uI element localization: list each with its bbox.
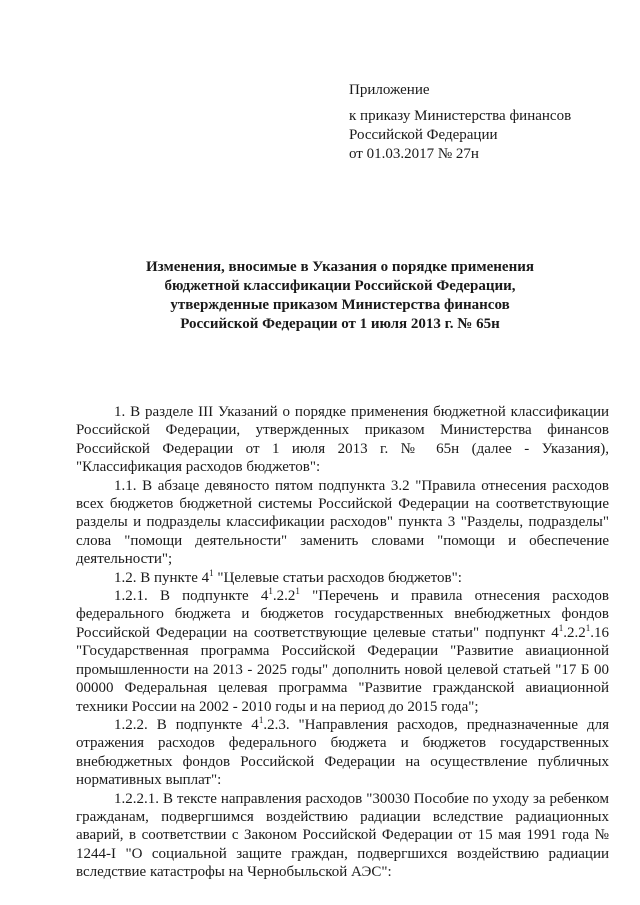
superscript: 1 [585,622,591,633]
paragraph-text: "Целевые статьи расходов бюджетов": [213,569,462,586]
body-paragraph [76,569,609,587]
paragraph-text: "Перечень и правила отнесения расходов федерального бюджета и бюджетов государственных внебюджетных фондов Российской Федерации на соответствующие целевые статьи" подпункт 4 [76,588,609,641]
title-line: бюджетной классификации Российской Федерации, [164,278,516,294]
title-line: утвержденные приказом Министерства финансов [170,297,510,313]
document-body [76,403,609,882]
body-paragraph [76,716,609,790]
appendix-date-line: от 01.03.2017 № 27н [349,146,479,162]
paragraph-text: 1.2.2. В подпункте 4 [114,716,259,733]
title-line: Изменения, вносимые в Указания о порядке применения [146,259,534,275]
superscript: 1 [268,586,273,597]
paragraph-text: 1.1. В абзаце девяносто пятом подпункта 3.2 "Правила отнесения расходов всех бюджетов бюджетной системы Российской Федерации на соответствующие разделы и подразделы классификации расходов" пункта 3 "Разделы, подразделы" слова "помощи деятельности" заменить словами "помощи и обеспечение деятельности"; [76,477,609,568]
paragraph-text: 1.2.2.1. В тексте направления расходов "30030 Пособие по уходу за ребенком гражданам, подвергшимся воздействию радиации вследствие радиационных аварий, в соответствии с Законом Российской Федерации от 15 мая 1991 года № 1244-I "О социальной защите граждан, подвергшихся воздействию радиации вследствие катастрофы на Чернобыльской АЭС": [76,790,609,881]
appendix-title: Приложение [349,82,430,98]
document-title [60,258,620,334]
paragraph-text: 1.2.1. В подпункте 4 [114,588,269,605]
appendix-spacer [349,100,619,107]
paragraph-text: 1.2. В пункте 4 [114,569,210,586]
superscript: 1 [209,567,214,578]
paragraph-text: .2.2 [272,588,296,605]
superscript: 1 [558,622,564,633]
superscript: 1 [258,714,264,725]
body-paragraph [76,477,609,569]
title-line: Российской Федерации от 1 июля 2013 г. № 65н [180,316,500,332]
paragraph-text: .16 "Государственная программа Российской Федерации "Развитие авиационной промышленности на 2013 - 2025 годы" дополнить новой целевой статьей "17 Б 00 00000 Федеральная целевая программа "Развитие гражданской авиационной техники России на 2002 - 2010 годы и на период до 2015 года"; [76,624,609,715]
appendix-block [349,81,619,164]
body-paragraph [76,790,609,882]
superscript: 1 [295,586,300,597]
paragraph-text: 1. В разделе III Указаний о порядке применения бюджетной классификации Российской Федерации, утвержденных приказом Министерства финансов Российской Федерации от 1 июля 2013 г. № 65н (далее - Указания), "Классификация расходов бюджетов": [76,404,609,476]
body-paragraph [76,403,609,477]
paragraph-text: .2.3. "Направления расходов, предназначенные для отражения расходов федерального бюджета и бюджетов государственных внебюджетных фондов Российской Федерации на осуществление публичных нормативных выплат": [76,716,610,789]
appendix-ministry-line: Российской Федерации [349,127,498,143]
appendix-order-line: к приказу Министерства финансов [349,108,572,124]
paragraph-text: .2.2 [563,624,586,641]
body-paragraph [76,587,609,716]
